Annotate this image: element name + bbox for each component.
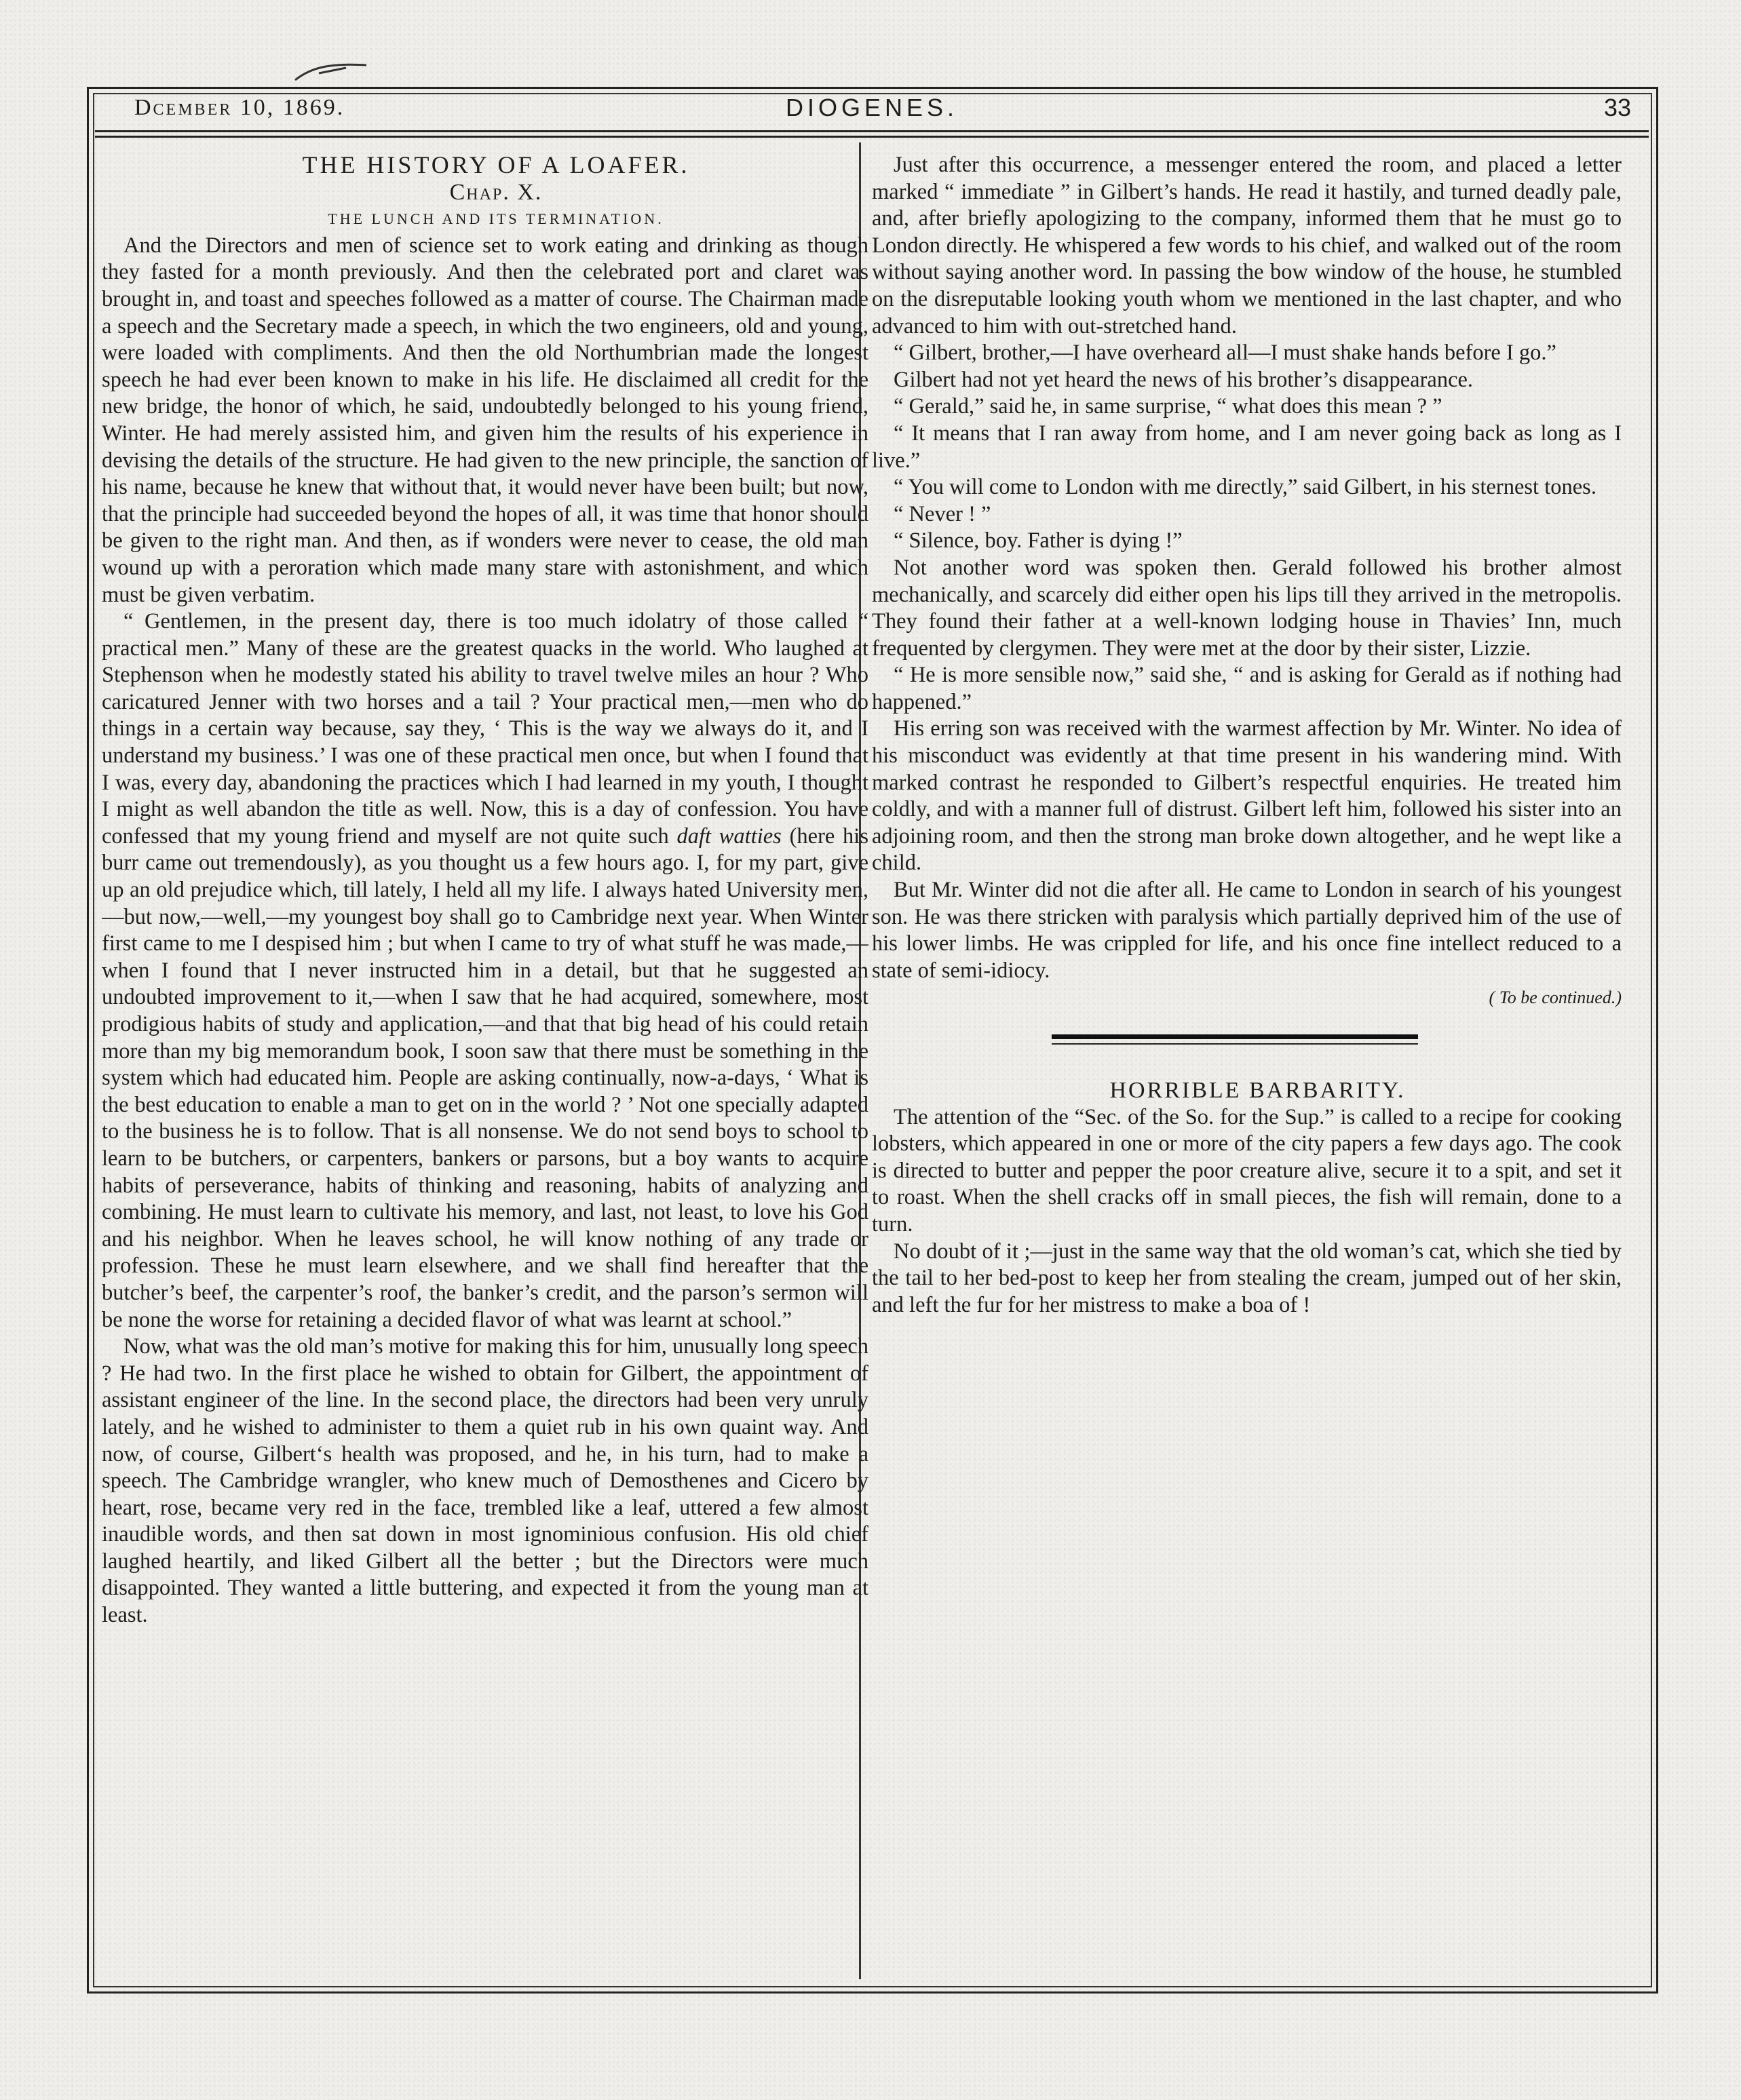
paragraph: “ He is more sensible now,” said she, “ and is asking for Gerald as if nothing had happened.” <box>872 663 1622 714</box>
article-title-2: HORRIBLE BARBARITY. <box>1109 1078 1406 1103</box>
column-right <box>872 152 1622 1980</box>
running-head <box>95 88 1649 133</box>
column-left <box>102 152 868 1980</box>
italic-phrase: daft watties <box>676 823 782 849</box>
section-separator <box>1052 1034 1418 1045</box>
paragraph: No doubt of it ;—just in the same way that the old woman’s cat, which she tied by the tail to her bed-post to keep her from stealing the cream, jumped out of her skin, and left the fur for her mistress to make a boa of ! <box>872 1239 1622 1317</box>
paragraph: The attention of the “Sec. of the So. for the Sup.” is called to a recipe for cooking lobsters, which appeared in one or more of the city papers a few days ago. The cook is directed to butter and pepper the poor creature alive, secure it to a spit, and set it to roast. When the shell cracks off in small pieces, the fish will remain, done to a turn. <box>872 1104 1622 1237</box>
paragraph: Gilbert had not yet heard the news of his brother’s disappearance. <box>894 367 1474 392</box>
chapter-subtitle: THE LUNCH AND ITS TERMINATION. <box>328 210 664 228</box>
issue-date: Dcember 10, 1869. <box>134 95 345 120</box>
paragraph-text: “ Gentlemen, in the present day, there is too much idolatry of those called “ practical men.” Many of these are the greatest quacks in the world. Who laughed at Stephenson when he modestly stated his ability to travel twelve miles an hour ? Who caricatured Jenner with two horses and a tail ? Your practical men,—men who do things in a certain way because, say they, ‘ This is the way we always do it, and I understand my business.’ I was one of these practical men once, but when I found that I was, every day, abandoning the practices which I had learned in my youth, I thought I might as well abandon the title as well. Now, this is a day of confession. You have confessed that my young friend and myself are not quite such <box>102 609 868 849</box>
paragraph: Not another word was spoken then. Gerald followed his brother almost mechanically, and scarcely did either open his lips till they arrived in the metropolis. They found their father at a well-known lodging house in Thavies’ Inn, much frequented by clergymen. They were met at the door by their sister, Lizzie. <box>872 555 1622 661</box>
paragraph: “ Gerald,” said he, in same surprise, “ what does this mean ? ” <box>894 394 1442 419</box>
paragraph: Just after this occurrence, a messenger entered the room, and placed a letter marked “ immediate ” in Gilbert’s hands. He read it hastily, and turned deadly pale, and, after briefly apologizing to the company, informed them that he must go to London directly. He whispered a few words to his chief, and walked out of the room without saying another word. In passing the bow window of the house, he stumbled on the disreputable looking youth whom we mentioned in the last chapter, and who advanced to him with out-stretched hand. <box>872 153 1622 338</box>
paragraph: “ Silence, boy. Father is dying !” <box>894 528 1183 553</box>
paragraph: “ Never ! ” <box>894 501 991 526</box>
article-title: THE HISTORY OF A LOAFER. <box>302 152 690 178</box>
ink-flourish <box>292 60 373 87</box>
paragraph <box>102 608 868 1334</box>
header-rule-bottom <box>95 136 1649 138</box>
page-number: 33 <box>1603 94 1631 121</box>
paragraph: And the Directors and men of science set to work eating and drinking as though they fasted for a month previously. And then the celebrated port and claret was brought in, and toast and speeches followed as a matter of course. The Chairman made a speech and the Secretary made a speech, in which the two engineers, old and young, were loaded with compliments. And then the old Northumbrian made the longest speech he had ever been known to make in his life. He disclaimed all credit for the new bridge, the honor of which, he said, undoubtedly belonged to his young friend, Winter. He had merely assisted him, and given him the results of his experience in devising the details of the structure. He had given to the new principle, the sanction of his name, because he knew that without that, it would never have been built; but now, that the principle had succeeded beyond the hopes of all, it was time that honor should be given to the right man. And then, as if wonders were never to cease, the old man wound up with a peroration which made many stare with astonishment, and which must be given verbatim. <box>102 233 868 607</box>
header-rule-top <box>95 130 1649 132</box>
paragraph: Now, what was the old man’s motive for making this for him, unusually long speech ? He had two. In the first place he wished to obtain for Gilbert, the appointment of assistant engineer of the line. In the second place, the directors had been very unruly lately, and he wished to administer to them a quiet rub in his own quaint way. And now, of course, Gilbert‘s health was proposed, and he, in his turn, had to make a speech. The Cambridge wrangler, who knew much of Demosthenes and Cicero by heart, rose, became very red in the face, trembled like a leaf, uttered a few almost inaudible words, and then sat down in most ignominious confusion. His old chief laughed heartily, and liked Gilbert all the better ; but the Directors were much disappointed. They wanted a little buttering, and expected it from the young man at least. <box>102 1334 868 1628</box>
paragraph: “ You will come to London with me directly,” said Gilbert, in his sternest tones. <box>894 475 1596 500</box>
paragraph: “ Gilbert, brother,—I have overheard all—I must shake hands before I go.” <box>894 341 1556 366</box>
paragraph: But Mr. Winter did not die after all. He came to London in search of his youngest son. He was there stricken with paralysis which partially deprived him of the use of his lower limbs. He was crippled for life, and his once fine intellect reduced to a state of semi-idiocy. <box>872 878 1622 983</box>
paragraph: “ It means that I ran away from home, and I am never going back as long as I live.” <box>872 421 1622 473</box>
chapter-heading: Chap. X. <box>449 179 543 205</box>
publication-title: DIOGENES. <box>785 94 959 121</box>
to-be-continued: ( To be continued.) <box>1489 988 1622 1008</box>
paragraph-text: (here his burr came out tremendously), as you thought us a few hours ago. I, for my part, give up an old prejudice which, till lately, I held all my life. I always hated University men,—but now,—well,—my youngest boy shall go to Cambridge next year. When Winter first came to me I despised him ; but when I came to try of what stuff he was made,—when I found that I never instructed him in a detail, but that he suggested an undoubted improvement to it,—when I saw that he had acquired, somewhere, most prodigious habits of study and application,—and that that big head of his could retain more than my big memorandum book, I soon saw that there must be something in the system which had educated him. People are asking continually, now-a-days, ‘ What is the best education to enable a man to get on in the world ? ’ Not one specially adapted to the business he is to follow. That is all nonsense. We do not send boys to school to learn to be butchers, or carpenters, bankers or parsons, but a boy wants to acquire habits of perseverance, habits of thinking and reasoning, habits of analyzing and combining. He must learn to cultivate his memory, and last, not least, to love his God and his neighbor. When he leaves school, he will know nothing of any trade or profession. These he must learn elsewhere, and we shall find hereafter that the butcher’s beef, the carpenter’s roof, the banker’s credit, and the parson’s sermon will be none the worse for retaining a decided flavor of what was learnt at school.” <box>102 823 868 1332</box>
paragraph: His erring son was received with the warmest affection by Mr. Winter. No idea of his misconduct was evidently at that time present in his wandering mind. With marked contrast he responded to Gilbert’s respectful enquiries. He treated him coldly, and with a manner full of distrust. Gilbert left him, followed his sister into an adjoining room, and then the strong man broke down altogether, and he wept like a child. <box>872 716 1622 876</box>
